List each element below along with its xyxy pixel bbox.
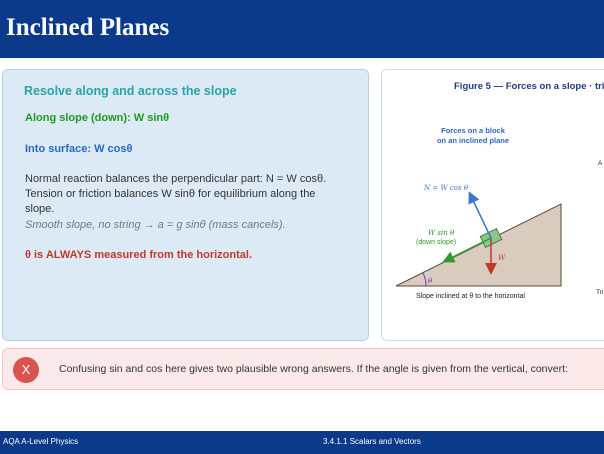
angle-warning: θ is ALWAYS measured from the horizontal. [25, 249, 253, 261]
topic-reference: 3.4.1.1 Scalars and Vectors [323, 437, 421, 446]
slide-title: Inclined Planes [6, 14, 170, 41]
angle-label: θ [428, 277, 433, 285]
slide-footer [0, 431, 604, 454]
down-slope-label-line2: (down slope) [416, 239, 457, 246]
explanation-panel [2, 69, 369, 341]
inclined-plane-diagram [382, 70, 604, 341]
smooth-slope-note: Smooth slope, no string → a = g sinθ (mass cancels). [25, 219, 286, 231]
side-label-a: A [598, 160, 603, 167]
x-icon: X [13, 357, 39, 383]
course-name: AQA A-Level Physics [3, 437, 79, 446]
into-surface-component: Into surface: W cosθ [25, 143, 133, 155]
panel-heading: Resolve along and across the slope [24, 84, 237, 98]
slope-caption: Slope inclined at θ to the horizontal [416, 293, 525, 300]
figure-panel [381, 69, 604, 341]
side-label-tri: Tri [596, 289, 604, 296]
slide-header [0, 0, 604, 58]
along-slope-component: Along slope (down): W sinθ [25, 112, 170, 124]
normal-force-arrow [470, 194, 491, 238]
misconception-callout [2, 348, 604, 390]
diagram-title-line2: on an inclined plane [436, 136, 510, 145]
normal-force-label: N = W cos θ [424, 184, 469, 192]
figure-caption: Figure 5 — Forces on a slope · tri [454, 81, 604, 92]
diagram-title-line1: Forces on a block [441, 126, 505, 135]
down-slope-label-line1: W sin θ [428, 229, 455, 237]
weight-label: W [498, 254, 506, 262]
callout-text: Confusing sin and cos here gives two plausible wrong answers. If the angle is given from the vertical, convert: [59, 363, 568, 375]
equilibrium-paragraph: Normal reaction balances the perpendicular part: N = W cosθ. Tension or friction balances W sinθ for equilibrium along the slope. [25, 173, 327, 215]
